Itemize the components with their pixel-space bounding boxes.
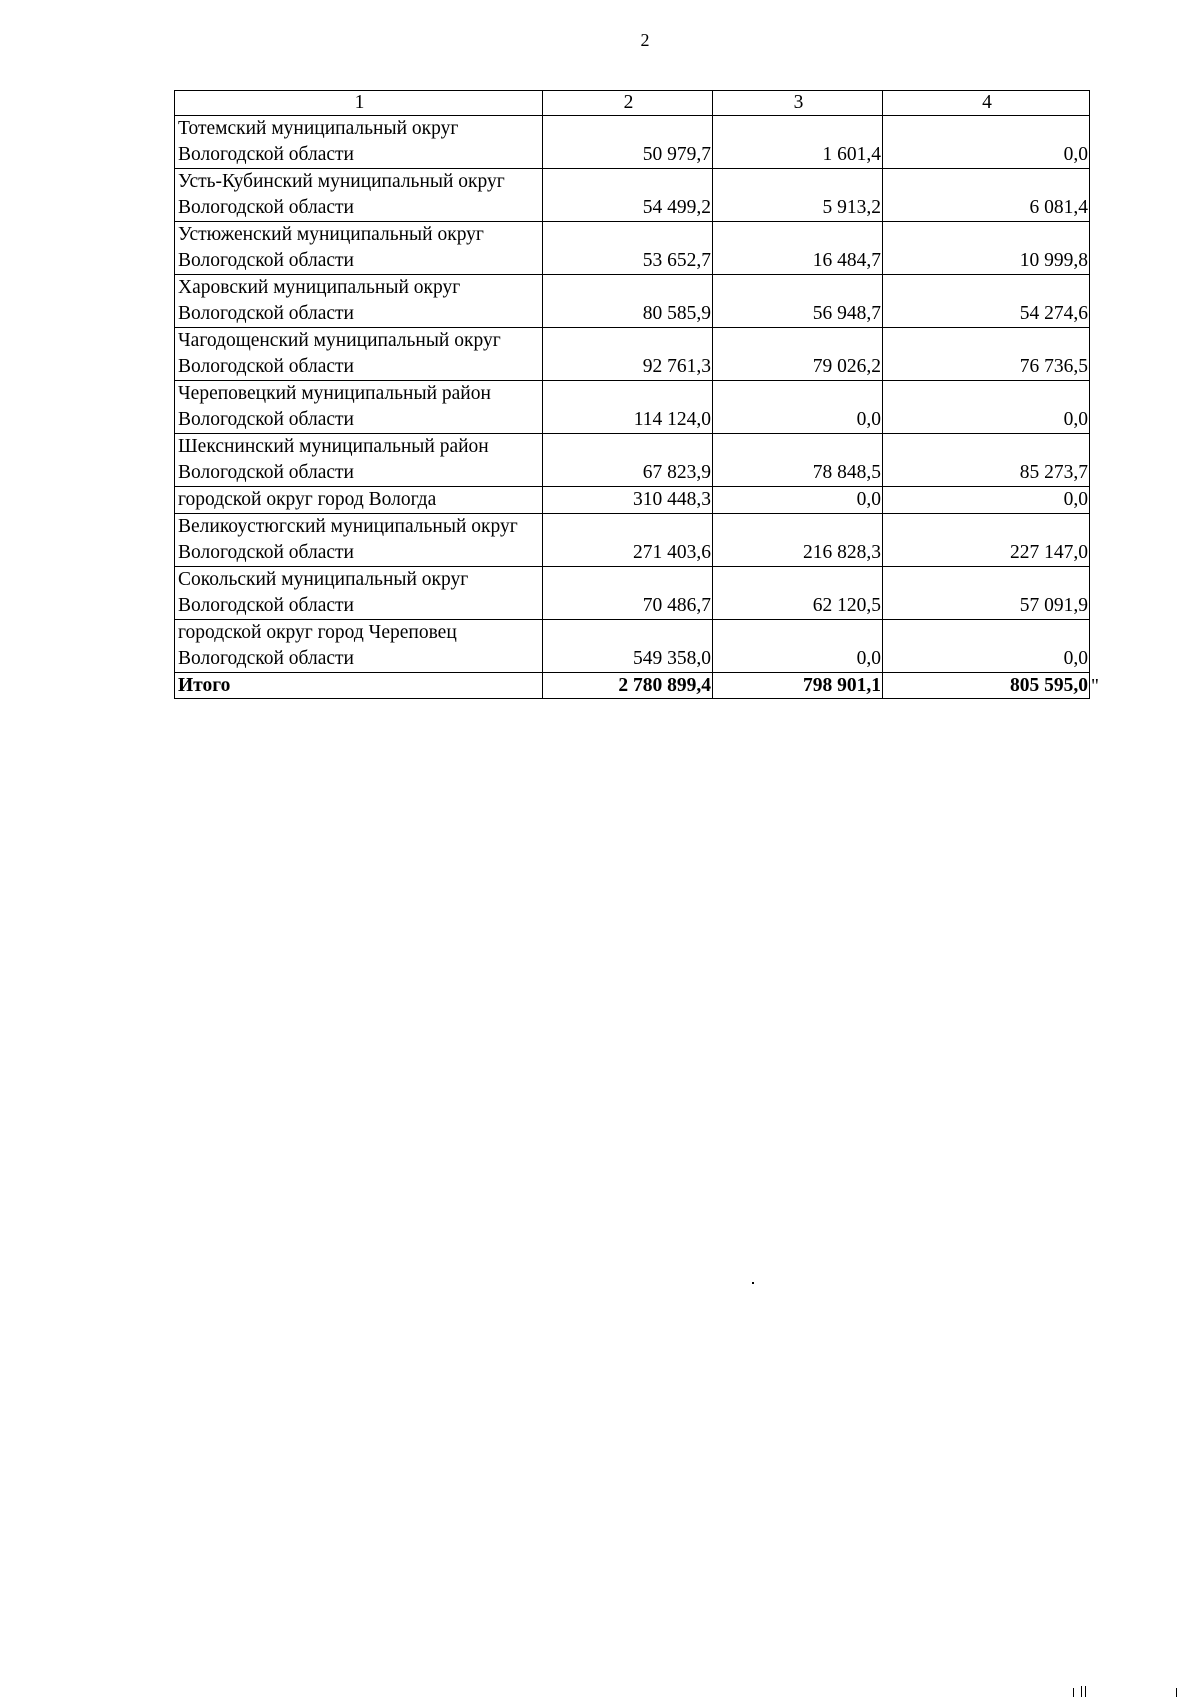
table-row — [175, 169, 1090, 222]
table-row — [175, 620, 1090, 673]
scan-dot — [752, 1282, 754, 1284]
total-column-3: 798 901,1 — [713, 673, 883, 699]
value-column-3: 56 948,7 — [713, 275, 883, 328]
total-row — [175, 673, 1090, 699]
total-column-4: 805 595,0 — [883, 673, 1090, 699]
municipality-name: Сокольский муниципальный округ Вологодской области — [175, 567, 543, 620]
value-column-3: 5 913,2 — [713, 169, 883, 222]
value-column-4: 0,0 — [883, 381, 1090, 434]
municipality-name: городской округ город Вологда — [175, 487, 543, 514]
value-column-2: 50 979,7 — [543, 116, 713, 169]
table-row — [175, 116, 1090, 169]
value-column-4: 0,0 — [883, 620, 1090, 673]
value-column-3: 0,0 — [713, 381, 883, 434]
column-header-3: 3 — [713, 91, 883, 116]
table-row — [175, 275, 1090, 328]
value-column-2: 53 652,7 — [543, 222, 713, 275]
municipality-name: Устюженский муниципальный округ Вологодской области — [175, 222, 543, 275]
table-row — [175, 514, 1090, 567]
municipality-name: Шекснинский муниципальный район Вологодской области — [175, 434, 543, 487]
allocation-table — [174, 90, 1090, 699]
value-column-4: 10 999,8 — [883, 222, 1090, 275]
value-column-3: 62 120,5 — [713, 567, 883, 620]
value-column-3: 79 026,2 — [713, 328, 883, 381]
value-column-4: 0,0 — [883, 487, 1090, 514]
municipality-name: Тотемский муниципальный округ Вологодской области — [175, 116, 543, 169]
table-row — [175, 487, 1090, 514]
value-column-4: 54 274,6 — [883, 275, 1090, 328]
table-row — [175, 222, 1090, 275]
value-column-2: 114 124,0 — [543, 381, 713, 434]
value-column-2: 92 761,3 — [543, 328, 713, 381]
column-header-1: 1 — [175, 91, 543, 116]
value-column-3: 0,0 — [713, 620, 883, 673]
value-column-4: 76 736,5 — [883, 328, 1090, 381]
value-column-3: 16 484,7 — [713, 222, 883, 275]
value-column-2: 67 823,9 — [543, 434, 713, 487]
value-column-2: 70 486,7 — [543, 567, 713, 620]
scan-tick — [1081, 1686, 1082, 1697]
table-row — [175, 381, 1090, 434]
value-column-3: 1 601,4 — [713, 116, 883, 169]
table-header-row — [175, 91, 1090, 116]
value-column-4: 85 273,7 — [883, 434, 1090, 487]
value-column-2: 80 585,9 — [543, 275, 713, 328]
table-row — [175, 567, 1090, 620]
column-header-4: 4 — [883, 91, 1090, 116]
scan-tick — [1073, 1688, 1074, 1697]
municipality-name: Харовский муниципальный округ Вологодской области — [175, 275, 543, 328]
municipality-name: городской округ город Череповец Вологодской области — [175, 620, 543, 673]
page-number: 2 — [640, 30, 650, 50]
value-column-3: 78 848,5 — [713, 434, 883, 487]
municipality-name: Череповецкий муниципальный район Вологодской области — [175, 381, 543, 434]
value-column-4: 57 091,9 — [883, 567, 1090, 620]
table-row — [175, 434, 1090, 487]
value-column-2: 310 448,3 — [543, 487, 713, 514]
table-row — [175, 328, 1090, 381]
municipality-name: Великоустюгский муниципальный округ Вологодской области — [175, 514, 543, 567]
municipality-name: Усть-Кубинский муниципальный округ Вологодской области — [175, 169, 543, 222]
total-column-2: 2 780 899,4 — [543, 673, 713, 699]
scan-tick — [1085, 1686, 1086, 1697]
municipality-name: Чагодощенский муниципальный округ Вологодской области — [175, 328, 543, 381]
scan-tick — [1176, 1688, 1177, 1697]
closing-quote-mark: " — [1091, 676, 1099, 697]
value-column-4: 6 081,4 — [883, 169, 1090, 222]
total-label: Итого — [175, 673, 543, 699]
value-column-2: 271 403,6 — [543, 514, 713, 567]
value-column-4: 227 147,0 — [883, 514, 1090, 567]
value-column-4: 0,0 — [883, 116, 1090, 169]
value-column-2: 549 358,0 — [543, 620, 713, 673]
value-column-3: 0,0 — [713, 487, 883, 514]
value-column-2: 54 499,2 — [543, 169, 713, 222]
column-header-2: 2 — [543, 91, 713, 116]
value-column-3: 216 828,3 — [713, 514, 883, 567]
